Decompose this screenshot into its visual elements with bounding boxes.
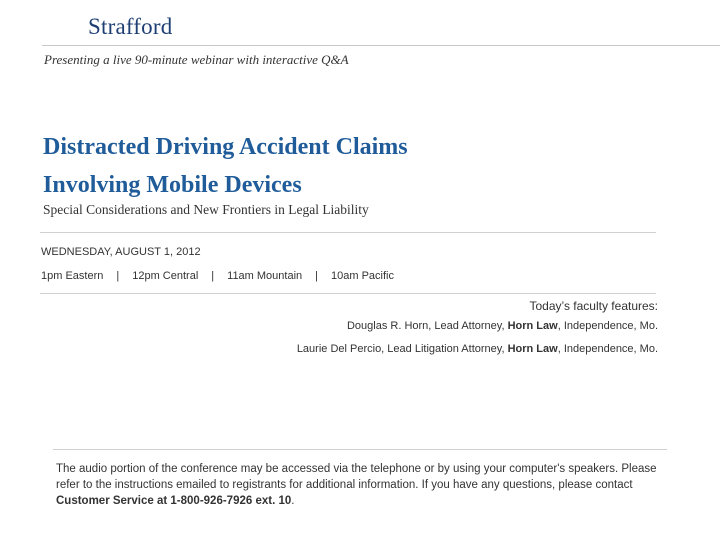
customer-service-contact: Customer Service at 1-800-926-7926 ext. 10	[56, 495, 292, 507]
faculty-location: , Independence, Mo.	[557, 320, 658, 332]
title-line-2: Involving Mobile Devices	[43, 172, 302, 198]
instructions-text: The audio portion of the conference may be accessed via the telephone or by using your computer's speakers. Please refer to the instructions emailed to registrants for additional information. If you have any questions, please contact	[56, 463, 657, 491]
faculty-heading: Today’s faculty features:	[529, 299, 658, 313]
webinar-date: WEDNESDAY, AUGUST 1, 2012	[41, 246, 201, 258]
time-central: 12pm Central	[132, 270, 199, 282]
divider-1	[40, 232, 656, 233]
time-pacific: 10am Pacific	[331, 270, 394, 282]
faculty-member	[297, 343, 658, 355]
time-separator: |	[211, 270, 215, 282]
faculty-name-title: Douglas R. Horn, Lead Attorney,	[346, 320, 508, 332]
webinar-title	[43, 128, 408, 204]
header-divider	[42, 45, 720, 46]
faculty-firm: Horn Law	[507, 320, 558, 332]
time-separator: |	[315, 270, 319, 282]
time-separator: |	[116, 270, 120, 282]
title-line-1: Distracted Driving Accident Claims	[43, 134, 408, 160]
strafford-logo: Strafford	[88, 14, 173, 39]
divider-3	[53, 449, 667, 450]
webinar-times	[41, 270, 394, 282]
webinar-subtitle: Special Considerations and New Frontiers in Legal Liability	[43, 202, 369, 217]
instructions-end: .	[291, 495, 295, 507]
faculty-firm: Horn Law	[507, 343, 558, 355]
faculty-name-title: Laurie Del Percio, Lead Litigation Attorney,	[296, 343, 508, 355]
divider-2	[40, 293, 656, 294]
time-mountain: 11am Mountain	[227, 270, 303, 282]
tagline: Presenting a live 90-minute webinar with interactive Q&A	[44, 52, 349, 67]
audio-instructions	[56, 461, 666, 509]
time-eastern: 1pm Eastern	[41, 270, 104, 282]
faculty-member	[347, 320, 658, 332]
faculty-location: , Independence, Mo.	[557, 343, 658, 355]
